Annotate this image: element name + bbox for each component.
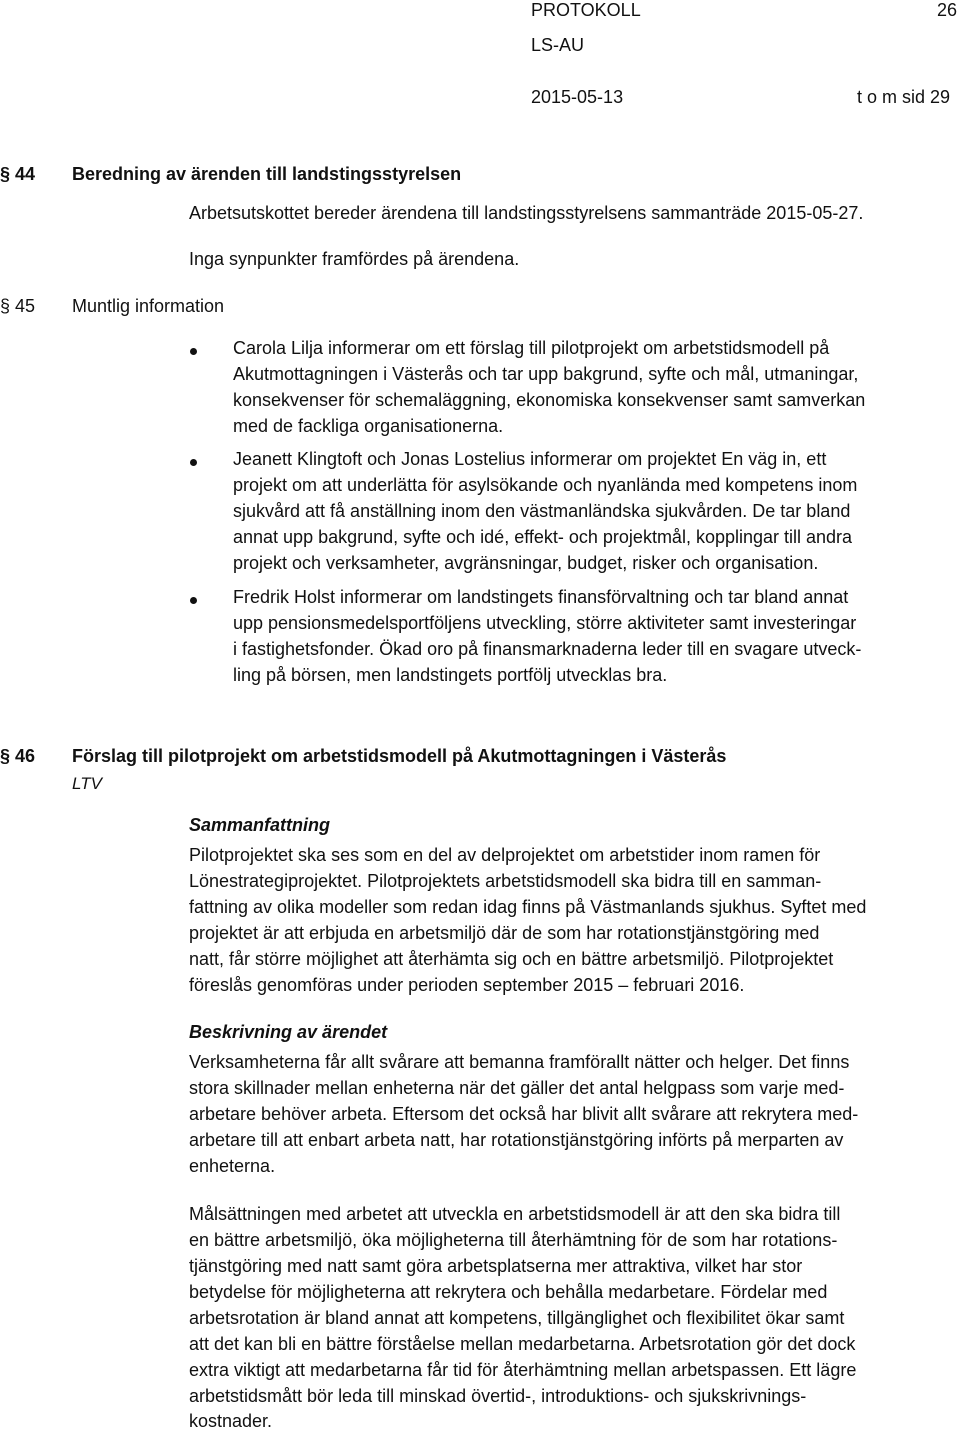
paragraph-line: Målsättningen med arbetet att utveckla en arbetstidsmodell är att den ska bidra till (189, 1204, 841, 1224)
page-range: t o m sid 29 (857, 87, 951, 107)
paragraph-line: arbetare behöver arbeta. Eftersom det också har blivit allt svårare att rekrytera med- (189, 1104, 859, 1124)
paragraph-line: att det kan bli en bättre förståelse mellan medarbetarna. Arbetsrotation gör det dock (189, 1334, 856, 1354)
paragraph-line: betydelse för möjligheterna att rekrytera och behålla medarbetare. Fördelar med (189, 1282, 828, 1302)
paragraph-line: Lönestrategiprojektet. Pilotprojektets arbetstidsmodell ska bidra till en samman- (189, 871, 822, 891)
paragraph-line: tjänstgöring med natt samt göra arbetsplatserna mer attraktiva, vilket har stor (189, 1256, 803, 1276)
organization-tag: LTV (72, 774, 102, 793)
bullet-text-line: med de fackliga organisationerna. (233, 416, 504, 436)
paragraph-line: kostnader. (189, 1411, 273, 1431)
bullet-text-line: annat upp bakgrund, syfte och idé, effekt- och projektmål, kopplingar till andra (233, 527, 853, 547)
bullet-text-line: projekt och verksamheter, avgränsningar, budget, risker och organisation. (233, 553, 819, 573)
paragraph-line: Pilotprojektet ska ses som en del av delprojektet om arbetstider inom ramen för (189, 845, 821, 865)
paragraph-line: Verksamheterna får allt svårare att bemanna framförallt nätter och helger. Det finns (189, 1052, 850, 1072)
bullet-text-line: Fredrik Holst informerar om landstingets finansförvaltning och tar bland annat (233, 587, 849, 607)
paragraph-line: extra viktigt att medarbetarna får tid för återhämtning mellan arbetspassen. Ett lägre (189, 1360, 857, 1380)
section-number: § 45 (0, 296, 36, 316)
paragraph-line: arbetstidsmått bör leda till minskad övertid-, introduktions- och sjukskrivnings- (189, 1386, 807, 1406)
page-number: 26 (937, 0, 958, 20)
description-heading: Beskrivning av ärendet (189, 1022, 388, 1042)
paragraph-line: stora skillnader mellan enheterna när det gäller det antal helgpass som varje med- (189, 1078, 845, 1098)
bullet-text-line: upp pensionsmedelsportföljens utveckling, större aktiviteter samt investeringar (233, 613, 857, 633)
paragraph-line: enheterna. (189, 1156, 276, 1176)
doc-type: PROTOKOLL (531, 0, 641, 20)
paragraph-line: Arbetsutskottet bereder ärendena till landstingsstyrelsens sammanträde 2015-05-27. (189, 203, 864, 223)
bullet (190, 459, 197, 466)
bullet-text-line: i fastighetsfonder. Ökad oro på finansmarknaderna leder till en svagare utveck- (233, 639, 862, 659)
section-number: § 46 (0, 746, 36, 766)
paragraph-line: arbetare till att enbart arbeta natt, har rotationstjänstgöring införts på merparten av (189, 1130, 844, 1150)
paragraph-line: en bättre arbetsmiljö, öka möjligheterna till återhämtning för de som har rotations- (189, 1230, 838, 1250)
bullet-text-line: konsekvenser för schemaläggning, ekonomiska konsekvenser samt samverkan (233, 390, 866, 410)
section-title: Förslag till pilotprojekt om arbetstidsmodell på Akutmottagningen i Västerås (72, 746, 727, 766)
bullet-text-line: Jeanett Klingtoft och Jonas Lostelius informerar om projektet En väg in, ett (233, 449, 827, 469)
paragraph-line: Inga synpunkter framfördes på ärendena. (189, 249, 520, 269)
committee: LS-AU (531, 35, 585, 55)
bullet-text-line: Carola Lilja informerar om ett förslag till pilotprojekt om arbetstidsmodell på (233, 338, 830, 358)
bullet-text-line: ling på börsen, men landstingets portfölj utvecklas bra. (233, 665, 668, 685)
section-title: Beredning av ärenden till landstingsstyrelsen (72, 164, 462, 184)
bullet-text-line: sjukvård att få anställning inom den västmanländska sjukvården. De tar bland (233, 501, 851, 521)
paragraph-line: fattning av olika modeller som redan idag finns på Västmanlands sjukhus. Syftet med (189, 897, 867, 917)
paragraph-line: projektet är att erbjuda en arbetsmiljö där de som har rotationstjänstgöring med (189, 923, 820, 943)
meeting-date: 2015-05-13 (531, 87, 624, 107)
paragraph-line: natt, får större möjlighet att återhämta sig och en bättre arbetsmiljö. Pilotprojektet (189, 949, 834, 969)
bullet-text-line: Akutmottagningen i Västerås och tar upp bakgrund, syfte och mål, utmaningar, (233, 364, 859, 384)
section-number: § 44 (0, 164, 36, 184)
summary-heading: Sammanfattning (189, 815, 331, 835)
paragraph-line: arbetsrotation är bland annat att kompetens, tillgänglighet och flexibilitet ökar samt (189, 1308, 845, 1328)
bullet (190, 597, 197, 604)
bullet (190, 348, 197, 355)
bullet-text-line: projekt om att underlätta för asylsökande och nyanlända med kompetens inom (233, 475, 858, 495)
paragraph-line: föreslås genomföras under perioden september 2015 – februari 2016. (189, 975, 745, 995)
section-title: Muntlig information (72, 296, 225, 316)
